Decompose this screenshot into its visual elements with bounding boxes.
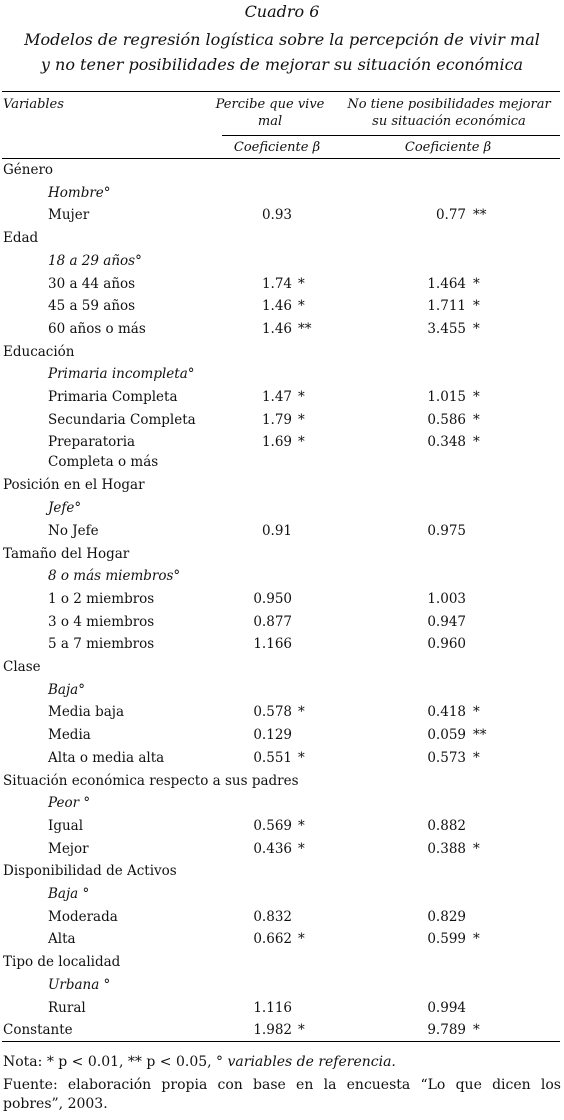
row-label-text: Hombre° xyxy=(48,184,111,201)
coef-col2-significance: ** xyxy=(473,727,487,744)
coef-col1-significance: * xyxy=(298,434,305,451)
row-label xyxy=(48,432,158,472)
row-label-text: 8 o más miembros° xyxy=(48,568,181,585)
coef-col2-value: 1.015 xyxy=(427,389,466,405)
row-label xyxy=(3,544,129,564)
row-label-text: 18 a 29 años° xyxy=(48,252,142,269)
row-label-text: Constante xyxy=(3,1022,73,1039)
table-source: Fuente: elaboración propia con base en la encuesta “Lo que dicen los pobres”, 2003. xyxy=(3,1077,561,1112)
row-label xyxy=(3,475,145,495)
coef-col2-value: 0.947 xyxy=(427,613,466,630)
row-label xyxy=(48,702,124,722)
row-label xyxy=(48,998,86,1018)
row-label xyxy=(48,975,110,995)
row-label-text: 5 a 7 miembros xyxy=(48,636,155,653)
coef-col1-value: 0.551 xyxy=(253,749,292,766)
coef-col1-significance: * xyxy=(298,749,305,766)
coef-col2-value: 0.975 xyxy=(427,522,466,539)
coef-col1-value: 1.79 xyxy=(261,411,292,428)
row-label xyxy=(3,342,75,362)
coef-col2-value: 3.455 xyxy=(427,320,466,337)
coef-col1-value: 1.982 xyxy=(253,1022,292,1039)
row-label xyxy=(48,410,196,430)
row-label xyxy=(3,160,53,180)
row-label xyxy=(48,884,89,904)
coef-col2-significance: * xyxy=(473,749,480,766)
coef-col2-value: 0.960 xyxy=(427,636,466,653)
coef-col1-significance: * xyxy=(298,298,305,315)
row-label xyxy=(48,680,85,700)
row-label xyxy=(48,566,180,586)
row-label xyxy=(3,1020,73,1040)
coef-col1-significance: ** xyxy=(298,320,312,337)
coef-col2-value: 1.003 xyxy=(427,590,466,607)
row-label-text: Urbana ° xyxy=(48,976,111,993)
row-label-text: Jefe° xyxy=(48,500,82,517)
row-label-text: Posición en el Hogar xyxy=(3,477,145,494)
coef-col1-value: 1.116 xyxy=(253,999,292,1016)
coef-col2-value: 0.573 xyxy=(427,749,466,766)
coef-col2-value: 0.77 xyxy=(435,207,466,224)
row-label xyxy=(3,657,41,677)
coef-col1-value: 1.47 xyxy=(261,389,292,405)
coef-col2-value: 0.418 xyxy=(427,704,466,721)
row-label-text: Baja ° xyxy=(48,886,90,902)
coef-col1-significance: * xyxy=(298,817,305,834)
coef-col1-value: 0.877 xyxy=(253,613,292,630)
row-label-text: Media baja xyxy=(48,704,125,721)
header-variables: Variables xyxy=(3,97,64,112)
table-title: Cuadro 6 xyxy=(244,2,320,21)
row-label xyxy=(48,748,164,768)
top-rule xyxy=(2,91,560,92)
row-label xyxy=(3,228,38,248)
coef-col2-significance: * xyxy=(473,275,480,292)
coef-col1-significance: * xyxy=(298,275,305,292)
row-label xyxy=(48,498,81,518)
coef-col2-value: 0.059 xyxy=(427,727,466,744)
header-col2 xyxy=(338,96,560,130)
row-label-text-line2: Completa o más xyxy=(48,454,159,471)
row-label xyxy=(3,861,177,881)
coef-col1-value: 0.569 xyxy=(253,817,292,834)
row-label-text: Género xyxy=(3,162,54,178)
row-label xyxy=(48,274,135,294)
row-label-text: Peor ° xyxy=(48,795,91,812)
row-label-text: 60 años o más xyxy=(48,320,146,337)
row-label-text: Alta xyxy=(48,931,76,948)
row-label xyxy=(3,952,120,972)
row-label xyxy=(3,771,299,791)
coef-col2-significance: ** xyxy=(473,207,487,224)
coef-col1-value: 0.93 xyxy=(261,207,292,224)
coef-col2-significance: * xyxy=(473,434,480,451)
row-label-text: Rural xyxy=(48,999,86,1016)
table-subtitle-line-2: y no tener posibilidades de mejorar su situación económica xyxy=(40,55,524,74)
coef-col2-significance: * xyxy=(473,840,480,857)
row-label-text: Alta o media alta xyxy=(48,749,165,766)
coef-col1-value: 0.950 xyxy=(253,590,292,607)
row-label xyxy=(48,816,83,836)
coef-col2-value: 0.599 xyxy=(427,931,466,948)
row-label-text: 1 o 2 miembros xyxy=(48,590,155,607)
coef-col2-value: 0.586 xyxy=(427,411,466,428)
row-label-text: Mujer xyxy=(48,207,90,224)
row-label xyxy=(48,387,178,407)
coef-col2-significance: * xyxy=(473,411,480,428)
coef-col2-value: 9.789 xyxy=(427,1022,466,1039)
row-label xyxy=(48,907,118,927)
row-label-text: Tamaño del Hogar xyxy=(3,545,130,562)
coef-col1-value: 0.832 xyxy=(253,908,292,925)
row-label-text: Mejor xyxy=(48,840,89,857)
row-label-text: Situación económica respecto a sus padres xyxy=(3,772,299,789)
table-note xyxy=(3,1053,561,1072)
row-label xyxy=(48,183,111,203)
row-label xyxy=(48,839,89,859)
coef-col2-significance: * xyxy=(473,298,480,315)
coef-col2-value: 1.464 xyxy=(427,275,466,292)
coef-col1-value: 1.74 xyxy=(261,275,292,292)
row-label-text: Secundaria Completa xyxy=(48,411,196,428)
header-bottom-rule xyxy=(2,158,560,159)
row-label xyxy=(48,251,142,271)
coef-col1-value: 1.46 xyxy=(261,320,292,337)
coef-col1-significance: * xyxy=(298,1022,305,1039)
coef-col1-significance: * xyxy=(298,389,305,405)
row-label-text: Tipo de localidad xyxy=(3,954,121,971)
coef-col1-value: 0.129 xyxy=(253,727,292,744)
row-label xyxy=(48,612,154,632)
row-label-text: Moderada xyxy=(48,908,118,925)
row-label xyxy=(48,725,91,745)
coef-col1-significance: * xyxy=(298,931,305,948)
coef-col1-value: 0.436 xyxy=(253,840,292,857)
coef-col2-significance: * xyxy=(473,1022,480,1039)
row-label xyxy=(48,929,76,949)
row-label-text: Preparatoria xyxy=(48,434,136,451)
row-label-text: Disponibilidad de Activos xyxy=(3,863,177,880)
row-label-text: Media xyxy=(48,727,91,744)
row-label xyxy=(48,205,89,225)
row-label-text: Baja° xyxy=(48,681,85,698)
coef-col2-value: 1.711 xyxy=(427,298,466,315)
header-mid-rule xyxy=(222,135,560,136)
coef-col2-significance: * xyxy=(473,389,480,405)
row-label xyxy=(48,634,154,654)
coef-col2-value: 0.994 xyxy=(427,999,466,1016)
coef-col2-significance: * xyxy=(473,704,480,721)
row-label-text: 30 a 44 años xyxy=(48,275,136,292)
coef-col1-value: 0.578 xyxy=(253,704,292,721)
header-coef-col2: Coeficiente β xyxy=(404,140,492,155)
row-label-text: Primaria Completa xyxy=(48,389,178,405)
coef-col1-value: 1.166 xyxy=(253,636,292,653)
row-label-text: Educación xyxy=(3,343,75,360)
header-col2-line2: su situación económica xyxy=(372,114,526,129)
coef-col2-value: 0.829 xyxy=(427,908,466,925)
row-label xyxy=(48,793,90,813)
coef-col2-value: 0.348 xyxy=(427,434,466,451)
header-col1 xyxy=(200,96,340,130)
row-label-text: Primaria incompleta° xyxy=(48,366,195,383)
header-col1-line2: mal xyxy=(257,114,283,129)
row-label-text: No Jefe xyxy=(48,522,99,539)
row-label xyxy=(48,589,154,609)
note-prefix: Nota: * p < 0.01, ** p < 0.05, ° xyxy=(3,1054,228,1070)
header-col1-line1: Percibe que vive xyxy=(215,97,325,112)
bottom-rule xyxy=(2,1041,560,1042)
coef-col2-value: 0.882 xyxy=(427,817,466,834)
row-label-text: Edad xyxy=(3,230,39,247)
coef-col1-value: 0.91 xyxy=(261,522,292,539)
row-label xyxy=(48,319,146,339)
row-label xyxy=(48,364,195,384)
row-label-text: Clase xyxy=(3,659,41,675)
header-coef-col1: Coeficiente β xyxy=(233,140,321,155)
coef-col2-value: 0.388 xyxy=(427,840,466,857)
row-label xyxy=(48,296,135,316)
coef-col1-value: 1.69 xyxy=(261,434,292,451)
row-label-text: 3 o 4 miembros xyxy=(48,613,155,630)
coef-col2-significance: * xyxy=(473,320,480,337)
coef-col1-value: 0.662 xyxy=(253,931,292,948)
row-label-text: 45 a 59 años xyxy=(48,298,136,315)
coef-col1-value: 1.46 xyxy=(261,298,292,315)
coef-col1-significance: * xyxy=(298,411,305,428)
header-col2-line1: No tiene posibilidades mejorar xyxy=(347,97,551,112)
table-subtitle-line-1: Modelos de regresión logística sobre la percepción de vivir mal xyxy=(24,30,540,49)
note-italic: variables de referencia. xyxy=(227,1054,396,1070)
coef-col2-significance: * xyxy=(473,931,480,948)
row-label xyxy=(48,521,99,541)
coef-col1-significance: * xyxy=(298,704,305,721)
coef-col1-significance: * xyxy=(298,840,305,857)
row-label-text: Igual xyxy=(48,817,84,834)
